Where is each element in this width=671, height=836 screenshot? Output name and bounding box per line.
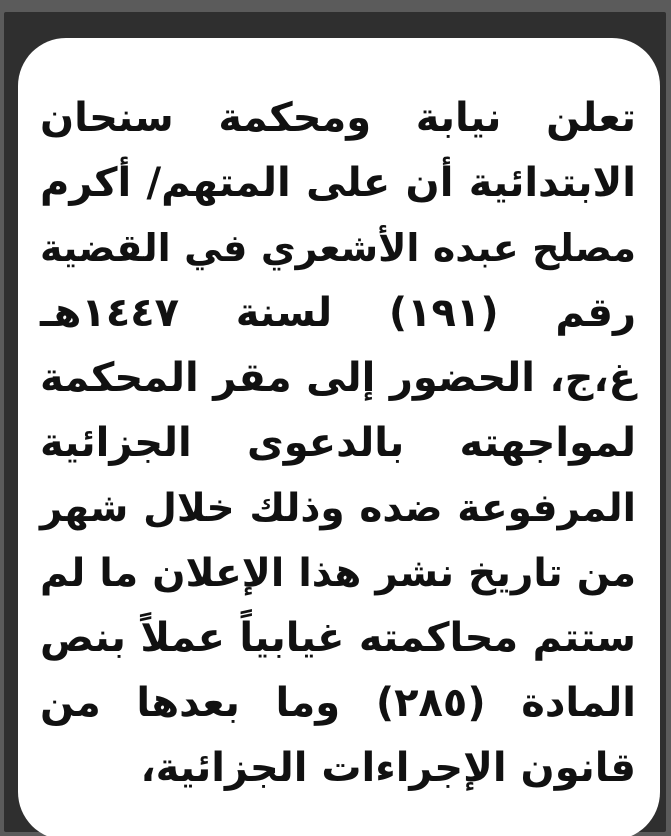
notice-line: مصلح عبده الأشعري في القضية bbox=[40, 226, 636, 270]
notice-body bbox=[40, 86, 636, 801]
notice-line: قانون الإجراءات الجزائية، bbox=[140, 745, 636, 791]
notice-line: من تاريخ نشر هذا الإعلان ما لم bbox=[40, 551, 636, 596]
notice-line: الابتدائية أن على المتهم/ أكرم bbox=[40, 160, 636, 206]
notice-line: لمواجهته بالدعوى الجزائية bbox=[40, 420, 636, 466]
notice-line: المرفوعة ضده وذلك خلال شهر bbox=[40, 486, 636, 531]
notice-line: غ،ج، الحضور إلى مقر المحكمة bbox=[40, 355, 636, 401]
notice-frame bbox=[4, 12, 666, 832]
notice-line: تعلن نيابة ومحكمة سنحان bbox=[40, 95, 636, 141]
notice-card bbox=[18, 38, 660, 836]
notice-line: رقم (١٩١) لسنة ١٤٤٧هـ bbox=[40, 290, 636, 336]
notice-line: ستتم محاكمته غيابياً عملاً بنص bbox=[40, 615, 636, 661]
notice-line: المادة (٢٨٥) وما بعدها من bbox=[40, 680, 636, 726]
